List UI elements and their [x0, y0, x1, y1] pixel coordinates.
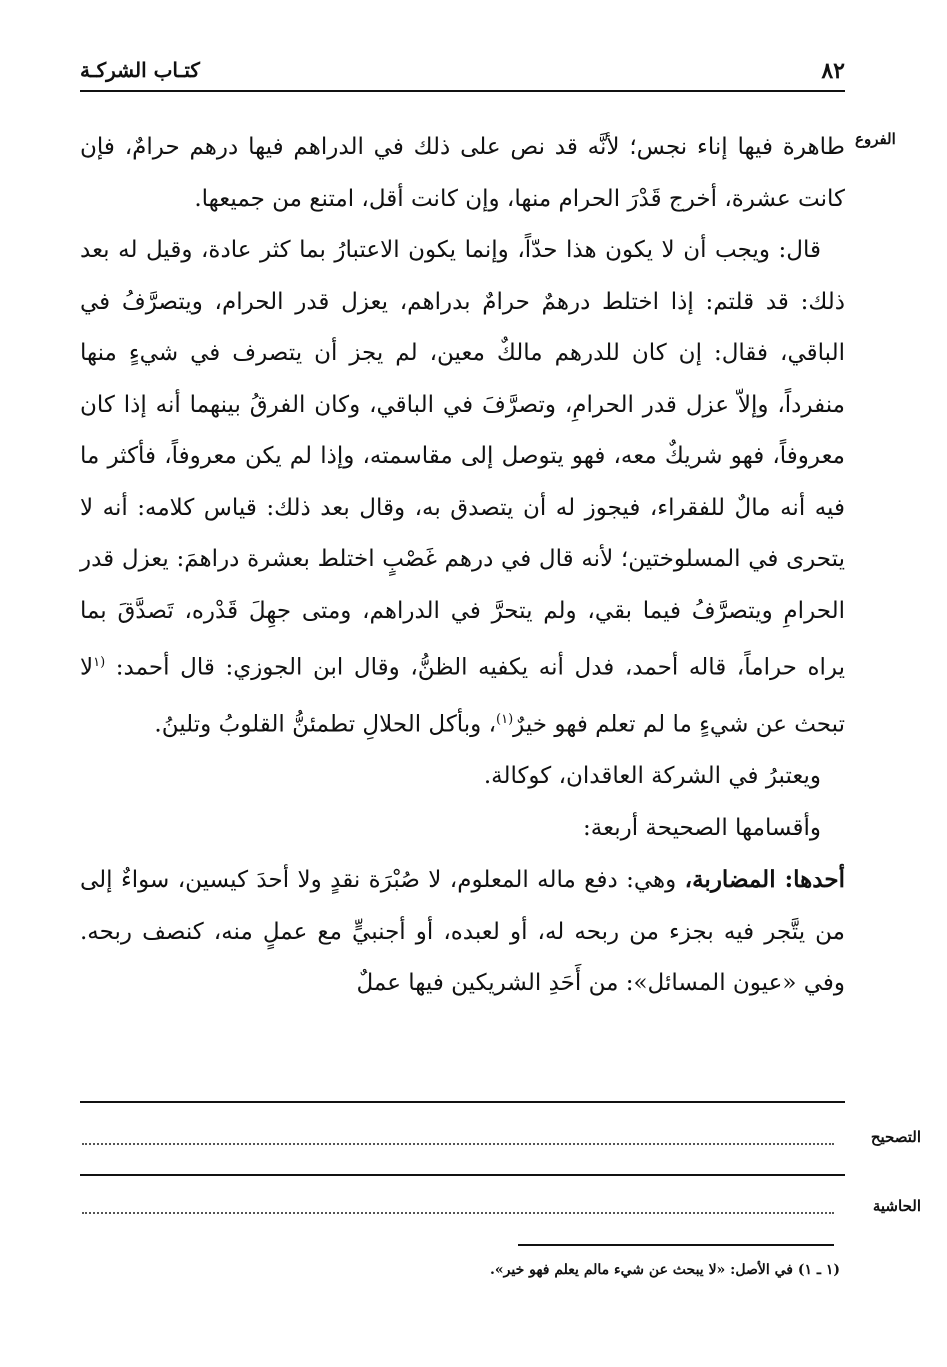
paragraph-2-end: ، وبأكل الحلالِ تطمئنُّ القلوبُ وتلينُ.: [154, 711, 497, 738]
page-number: ٨٢: [821, 58, 845, 84]
page-header: [80, 58, 845, 84]
footnote-rule: [518, 1244, 834, 1246]
section-heading: أحدها: المضاربة،: [684, 866, 845, 894]
footnote-marker-open: (١: [93, 655, 106, 670]
notes-dotted-line: [82, 1212, 834, 1214]
paragraph-5: [80, 854, 845, 1010]
paragraph-2: [80, 225, 845, 751]
footer-middle-rule: [80, 1174, 845, 1176]
footnote: (١ ـ ١) في الأصل: «لا يبحث عن شيء مالم يعلم فهو خير».: [490, 1262, 840, 1278]
running-title: كتـاب الشركـة: [80, 58, 200, 82]
quoted-text: لا تبحث عن شيءٍ ما لم تعلم فهو خيرٌ: [80, 654, 845, 738]
correction-label: التصحيح: [870, 1128, 921, 1146]
main-text: [80, 122, 845, 1010]
correction-dotted-line: [82, 1143, 834, 1145]
paragraph-1: طاهرة فيها إناء نجس؛ لأنَّه قد نص على ذلك في الدراهم فيها درهم حرامٌ، فإن كانت عشرة، أخرج قَدْرَ الحرام منها، وإن كانت أقل، امتنع من جميعها.: [80, 134, 845, 212]
header-rule: [80, 90, 845, 92]
paragraph-4: وأقسامها الصحيحة أربعة:: [583, 814, 821, 841]
notes-label: الحاشية: [872, 1197, 921, 1215]
paragraph-2-text: قال: ويجب أن لا يكون هذا حدّاً، وإنما يكون الاعتبارُ بما كثر عادة، وقيل له بعد ذلك: قد قلتم: إذا اختلط درهمٌ حرامٌ بدراهم، يعزل قدر الحرام، ويتصرَّفُ في الباقي، فقال: إن كان للدرهم مالكٌ معين، لم يجز أن يتصرف في شيءٍ منها منفرداً، وإلاّ عزل قدر الحرامِ، وتصرَّفَ في الباقي، وكان الفرقُ بينهما أنه إذا كان معروفاً، فهو شريكٌ معه، فهو يتوصل إلى مقاسمته، وإذا لم يكن معروفاً، فأكثر ما فيه أنه مالٌ للفقراء، فيجوز له أن يتصدق به، وقال بعد ذلك: قياس كلامه: أنه لا يتحرى في المسلوختين؛ لأنه قال في درهم غَصْبٍ اختلط بعشرة دراهمَ: يعزل قدر الحرامِ ويتصرَّفُ فيما بقي، ولم يتحرَّ في الدراهم، ومتى جهِلَ قَدْره، تَصدَّقَ بما يراه حراماً، قاله أحمد، فدل أنه يكفيه الظنُّ، وقال ابن الجوزي: قال أحمد:: [80, 237, 845, 681]
paragraph-3: ويعتبرُ في الشركة العاقدان، كوكالة.: [483, 763, 821, 790]
margin-note: الفروع: [855, 130, 896, 148]
footer-top-rule: [80, 1101, 845, 1103]
paragraph-5-text: وهي: دفع ماله المعلوم، لا صُبْرَة نقدٍ ولا أحدَ كيسين، سواءٌ إلى من يتَّجر فيه بجزء من ربحه له، أو لعبده، أو أجنبيٍّ مع عملٍ منه، كنصف ربحه. وفي «عيون المسائل»: من أَحَدِ الشريكين فيها عملٌ: [80, 867, 845, 997]
footnote-marker-close: (١): [496, 712, 514, 728]
